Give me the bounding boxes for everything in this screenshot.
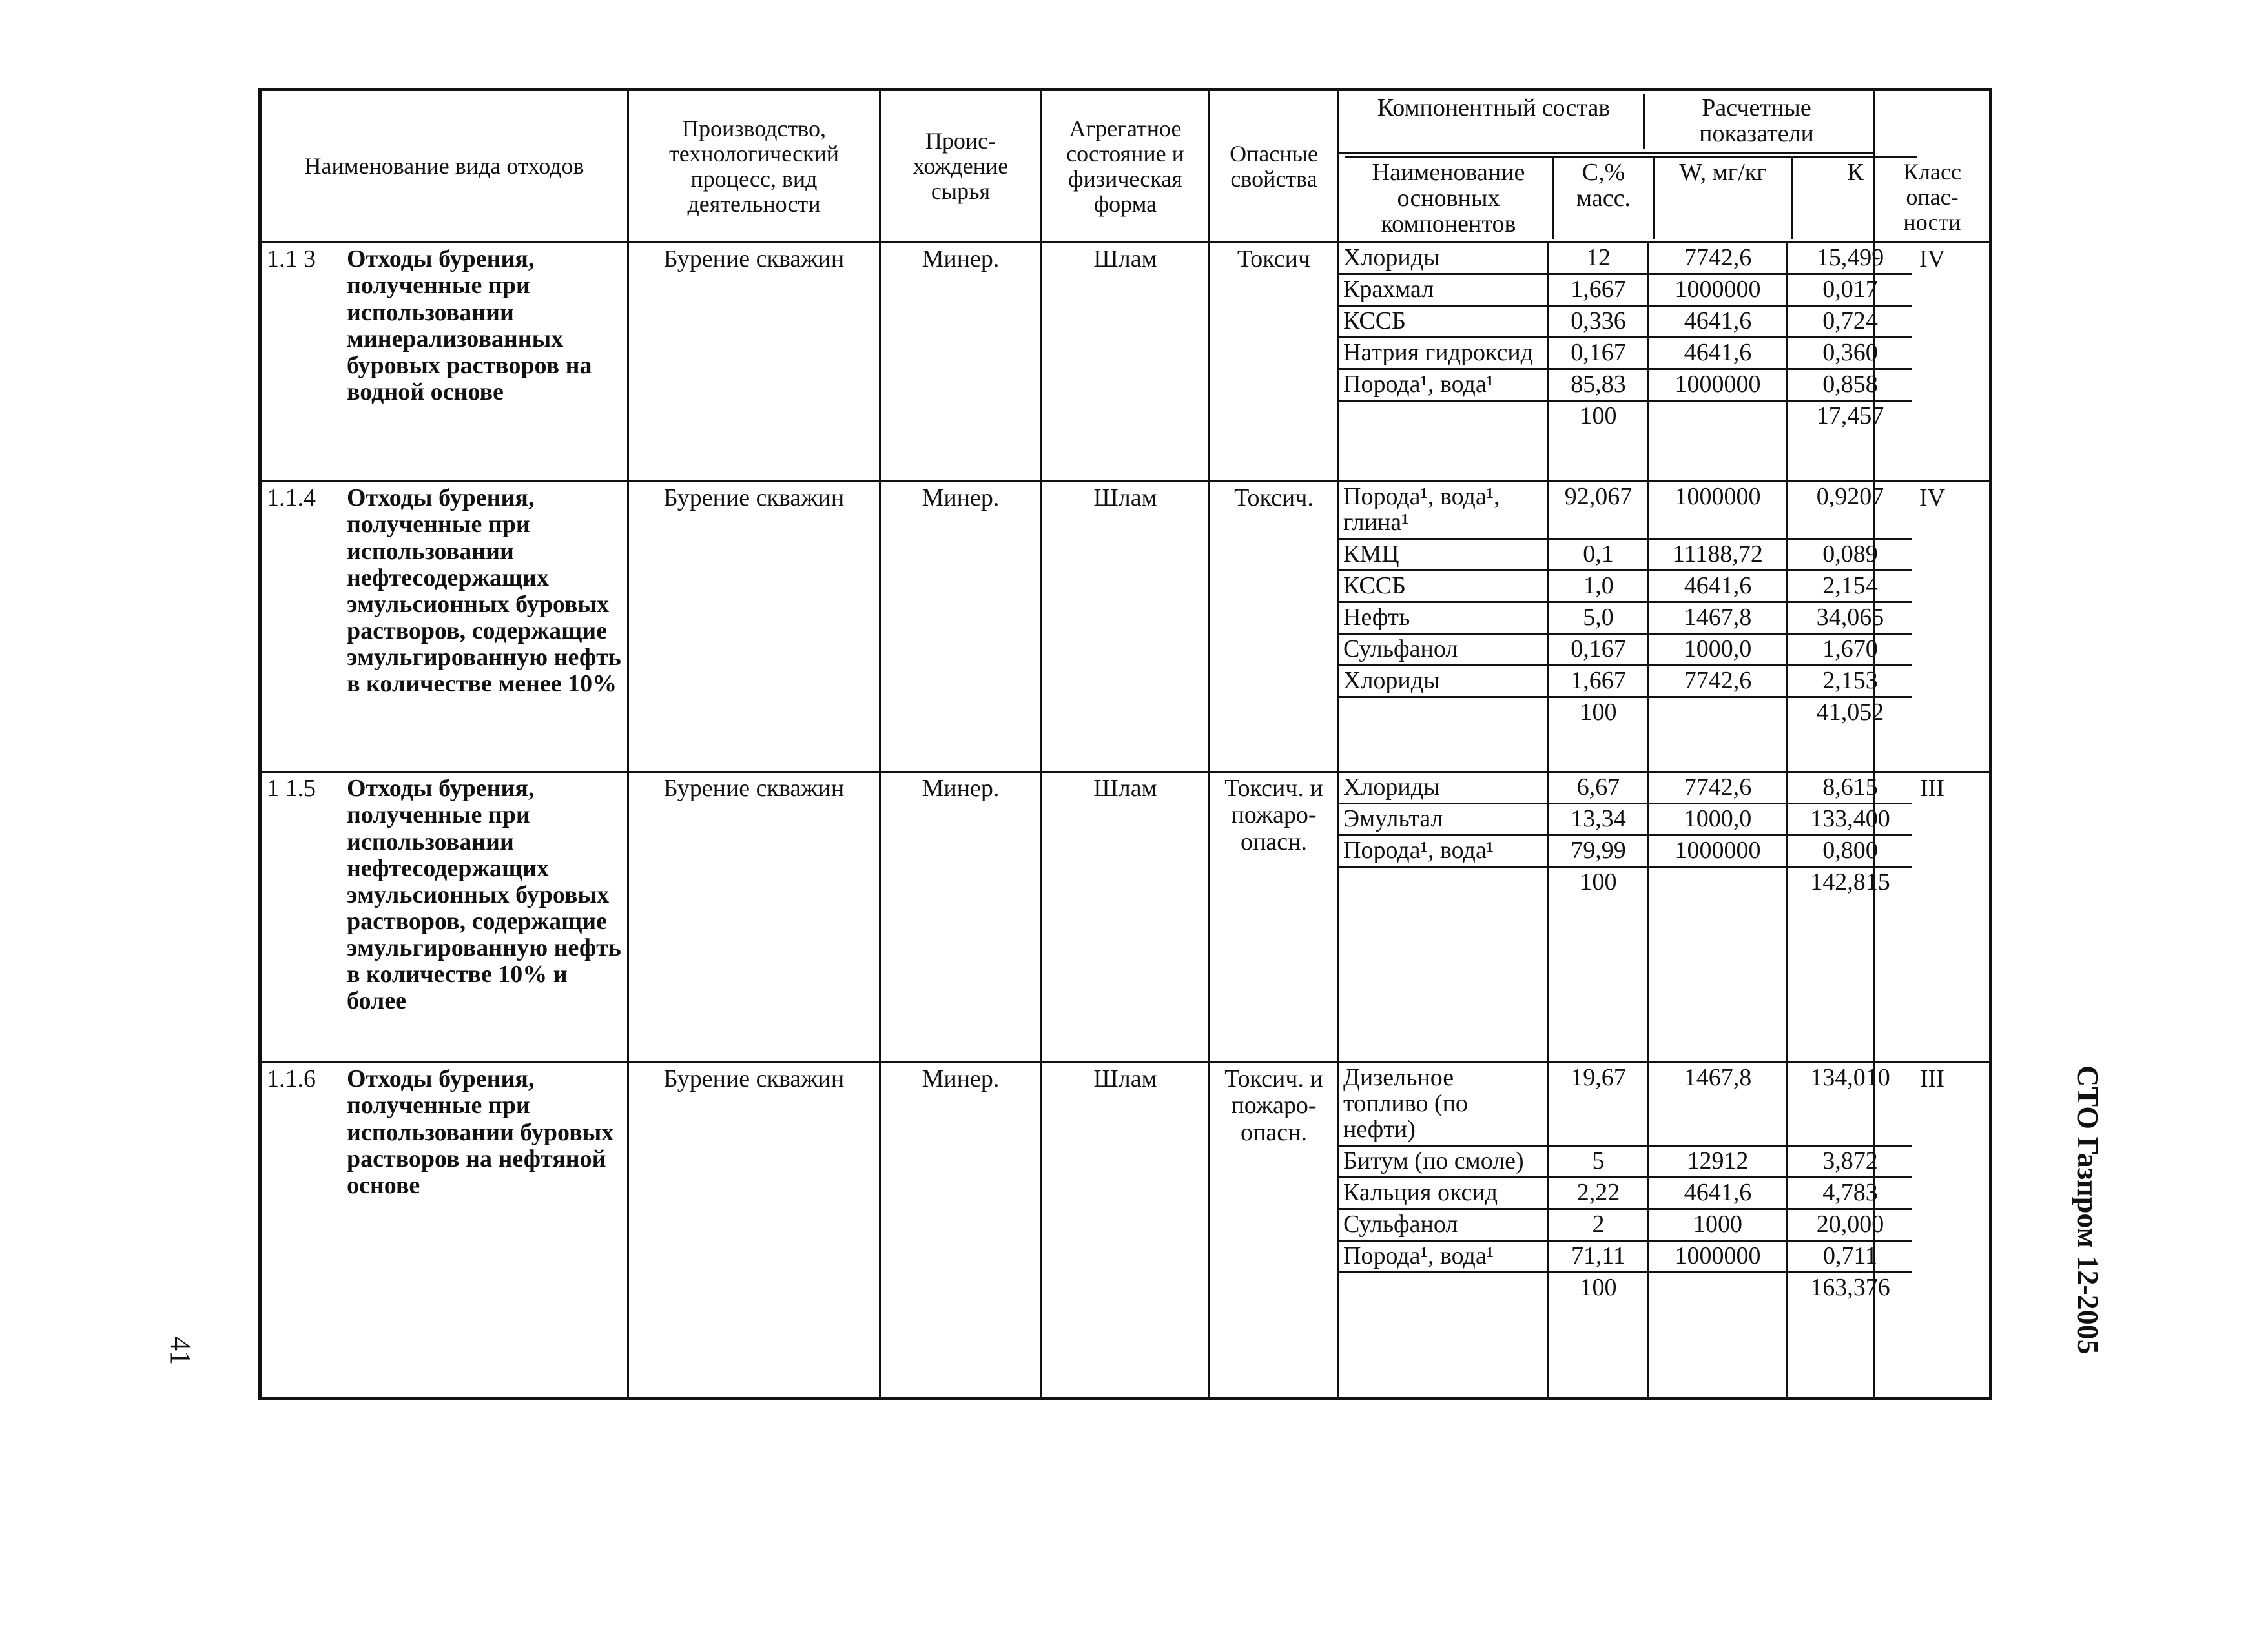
component-w: 1000000	[1649, 369, 1788, 401]
waste-name-cell	[260, 1063, 628, 1398]
component-name: Хлориды	[1339, 773, 1549, 803]
component-row	[1339, 665, 1912, 697]
component-k: 0,858	[1788, 369, 1913, 401]
component-k: 2,153	[1788, 665, 1913, 697]
component-c: 85,83	[1549, 369, 1649, 401]
cell-class: IV	[1875, 243, 1991, 482]
cell-class: III	[1875, 1063, 1991, 1398]
component-row	[1339, 697, 1912, 771]
component-c: 79,99	[1549, 835, 1649, 867]
component-w: 7742,6	[1649, 773, 1788, 803]
header-c-mass: С,% масс.	[1554, 157, 1654, 239]
waste-name: Отходы бурения, полученные при использовании нефтесодержащих эмульсионных буровых растворов, содержащие эмульгированную нефть в количестве 10% и более	[347, 775, 621, 1014]
component-c: 71,11	[1549, 1240, 1649, 1272]
row-index: 1.1.4	[267, 484, 316, 512]
cell-production: Бурение скважин	[628, 243, 880, 482]
component-name: Нефть	[1339, 602, 1549, 634]
component-name: Порода¹, вода¹	[1339, 835, 1549, 867]
component-c: 1,0	[1549, 571, 1649, 602]
component-w: 11188,72	[1649, 539, 1788, 571]
component-name: Битум (по смоле)	[1339, 1146, 1549, 1178]
component-row	[1339, 602, 1912, 634]
component-w: 4641,6	[1649, 306, 1788, 338]
component-k: 34,065	[1788, 602, 1913, 634]
component-c: 13,34	[1549, 804, 1649, 835]
cell-state: Шлам	[1042, 772, 1210, 1063]
component-c: 1,667	[1549, 665, 1649, 697]
waste-name-cell	[260, 243, 628, 482]
component-k: 3,872	[1788, 1146, 1913, 1178]
row-index: 1 1.5	[267, 775, 316, 803]
component-row	[1339, 773, 1912, 803]
component-w: 12912	[1649, 1146, 1788, 1178]
component-row	[1339, 835, 1912, 867]
component-row	[1339, 1178, 1912, 1209]
waste-table	[258, 88, 1992, 1400]
component-c: 100	[1549, 1272, 1649, 1397]
header-composition-group	[1339, 90, 1875, 153]
component-w: 4641,6	[1649, 338, 1788, 369]
component-c: 2,22	[1549, 1178, 1649, 1209]
component-c: 5	[1549, 1146, 1649, 1178]
header-composition: Компонентный состав	[1345, 94, 1644, 149]
component-k: 0,9207	[1788, 482, 1913, 538]
component-name	[1339, 867, 1549, 1062]
component-k: 1,670	[1788, 633, 1913, 665]
waste-name: Отходы бурения, полученные при использовании нефтесодержащих эмульсионных буровых растворов, содержащие эмульгированную нефть в количестве менее 10%	[347, 484, 621, 697]
component-c: 1,667	[1549, 274, 1649, 306]
cell-production: Бурение скважин	[628, 482, 880, 772]
component-name: КССБ	[1339, 571, 1549, 602]
component-name	[1339, 697, 1549, 771]
document-page	[258, 88, 1989, 1373]
component-row	[1339, 1272, 1912, 1397]
header-k: К	[1793, 157, 1918, 239]
waste-row	[260, 243, 1991, 482]
cell-production: Бурение скважин	[628, 1063, 880, 1398]
cell-state: Шлам	[1042, 243, 1210, 482]
header-w: W, мг/кг	[1654, 157, 1793, 239]
component-c: 0,336	[1549, 306, 1649, 338]
component-k: 0,360	[1788, 338, 1913, 369]
component-name: Натрия гидроксид	[1339, 338, 1549, 369]
component-name: КМЦ	[1339, 539, 1549, 571]
cell-state: Шлам	[1042, 1063, 1210, 1398]
component-row	[1339, 804, 1912, 835]
component-k: 134,010	[1788, 1063, 1913, 1145]
component-row	[1339, 1240, 1912, 1272]
cell-production: Бурение скважин	[628, 772, 880, 1063]
cell-origin: Минер.	[880, 482, 1042, 772]
cell-origin: Минер.	[880, 1063, 1042, 1398]
component-row	[1339, 1146, 1912, 1178]
component-k: 133,400	[1788, 804, 1913, 835]
cell-hazard: Токсич.	[1210, 482, 1339, 772]
cell-hazard: Токсич. и пожаро-опасн.	[1210, 772, 1339, 1063]
component-row	[1339, 369, 1912, 401]
component-c: 0,167	[1549, 338, 1649, 369]
header-state: Агрегатное состояние и физическая форма	[1042, 90, 1210, 243]
component-k: 41,052	[1788, 697, 1913, 771]
component-row	[1339, 571, 1912, 602]
component-c: 2	[1549, 1209, 1649, 1240]
component-row	[1339, 633, 1912, 665]
component-k: 0,711	[1788, 1240, 1913, 1272]
waste-name-cell	[260, 482, 628, 772]
component-k: 8,615	[1788, 773, 1913, 803]
component-w: 4641,6	[1649, 1178, 1788, 1209]
component-c: 0,1	[1549, 539, 1649, 571]
component-k: 15,499	[1788, 243, 1913, 274]
component-row	[1339, 1209, 1912, 1240]
component-name: Хлориды	[1339, 665, 1549, 697]
component-w: 1000000	[1649, 1240, 1788, 1272]
component-c: 100	[1549, 400, 1649, 480]
components-cell	[1339, 482, 1884, 772]
component-k: 163,376	[1788, 1272, 1913, 1397]
component-row	[1339, 1063, 1912, 1145]
component-row	[1339, 867, 1912, 1062]
component-row	[1339, 539, 1912, 571]
components-cell	[1339, 772, 1890, 1063]
header-class: Класс опас-ности	[1875, 152, 1991, 243]
components-cell	[1339, 243, 1884, 482]
waste-row	[260, 482, 1991, 772]
component-c: 100	[1549, 697, 1649, 771]
header-subcolumns	[1339, 152, 1875, 243]
component-name	[1339, 1272, 1549, 1397]
cell-hazard: Токсич	[1210, 243, 1339, 482]
document-code: СТО Газпром 12-2005	[2072, 1065, 2105, 1355]
component-name: КССБ	[1339, 306, 1549, 338]
component-w: 1467,8	[1649, 602, 1788, 634]
component-c: 92,067	[1549, 482, 1649, 538]
component-name: Сульфанол	[1339, 633, 1549, 665]
component-w: 1467,8	[1649, 1063, 1788, 1145]
component-row	[1339, 243, 1912, 274]
component-k: 2,154	[1788, 571, 1913, 602]
component-name: Порода¹, вода¹	[1339, 369, 1549, 401]
component-w	[1649, 867, 1788, 1062]
component-name: Сульфанол	[1339, 1209, 1549, 1240]
cell-origin: Минер.	[880, 772, 1042, 1063]
component-c: 6,67	[1549, 773, 1649, 803]
component-k: 142,815	[1788, 867, 1913, 1062]
cell-class: III	[1875, 772, 1991, 1063]
waste-name: Отходы бурения, полученные при использовании минерализованных буровых растворов на водной основе	[347, 245, 592, 405]
header-hazard: Опасные свойства	[1210, 90, 1339, 243]
waste-row	[260, 772, 1991, 1063]
cell-hazard: Токсич. и пожаро-опасн.	[1210, 1063, 1339, 1398]
component-name: Эмультал	[1339, 804, 1549, 835]
waste-row	[260, 1063, 1991, 1398]
component-c: 5,0	[1549, 602, 1649, 634]
component-k: 4,783	[1788, 1178, 1913, 1209]
component-w: 1000,0	[1649, 804, 1788, 835]
component-w: 1000000	[1649, 274, 1788, 306]
components-cell	[1339, 1063, 1890, 1398]
page-number: 41	[165, 1337, 196, 1365]
component-w: 1000000	[1649, 835, 1788, 867]
component-w: 1000	[1649, 1209, 1788, 1240]
component-k: 17,457	[1788, 400, 1913, 480]
component-name: Порода¹, вода¹	[1339, 1240, 1549, 1272]
component-k: 0,017	[1788, 274, 1913, 306]
component-c: 100	[1549, 867, 1649, 1062]
component-row	[1339, 482, 1912, 538]
header-calc: Расчетные показатели	[1644, 94, 1869, 149]
waste-name-cell	[260, 772, 628, 1063]
component-row	[1339, 274, 1912, 306]
component-k: 0,724	[1788, 306, 1913, 338]
component-c: 0,167	[1549, 633, 1649, 665]
component-k: 20,000	[1788, 1209, 1913, 1240]
component-w: 1000000	[1649, 482, 1788, 538]
component-name: Порода¹, вода¹, глина¹	[1339, 482, 1549, 538]
component-w	[1649, 1272, 1788, 1397]
header-class-top	[1875, 90, 1991, 153]
header-production: Производство, технологический процесс, вид деятельности	[628, 90, 880, 243]
component-name: Крахмал	[1339, 274, 1549, 306]
component-k: 0,800	[1788, 835, 1913, 867]
cell-class: IV	[1875, 482, 1991, 772]
component-name: Дизельное топливо (по нефти)	[1339, 1063, 1549, 1145]
component-row	[1339, 338, 1912, 369]
cell-state: Шлам	[1042, 482, 1210, 772]
row-index: 1.1 3	[267, 245, 316, 273]
component-row	[1339, 306, 1912, 338]
component-w: 4641,6	[1649, 571, 1788, 602]
component-c: 12	[1549, 243, 1649, 274]
component-row	[1339, 400, 1912, 480]
header-origin: Проис-хождение сырья	[880, 90, 1042, 243]
row-index: 1.1.6	[267, 1065, 316, 1093]
component-w	[1649, 697, 1788, 771]
component-w	[1649, 400, 1788, 480]
header-name: Наименование вида отходов	[260, 90, 628, 243]
component-k: 0,089	[1788, 539, 1913, 571]
component-name: Хлориды	[1339, 243, 1549, 274]
component-w: 7742,6	[1649, 665, 1788, 697]
component-w: 7742,6	[1649, 243, 1788, 274]
cell-origin: Минер.	[880, 243, 1042, 482]
header-comp-name: Наименование основных компонентов	[1345, 157, 1554, 239]
waste-name: Отходы бурения, полученные при использовании буровых растворов на нефтяной основе	[347, 1065, 614, 1199]
component-c: 19,67	[1549, 1063, 1649, 1145]
component-name	[1339, 400, 1549, 480]
component-name: Кальция оксид	[1339, 1178, 1549, 1209]
component-w: 1000,0	[1649, 633, 1788, 665]
